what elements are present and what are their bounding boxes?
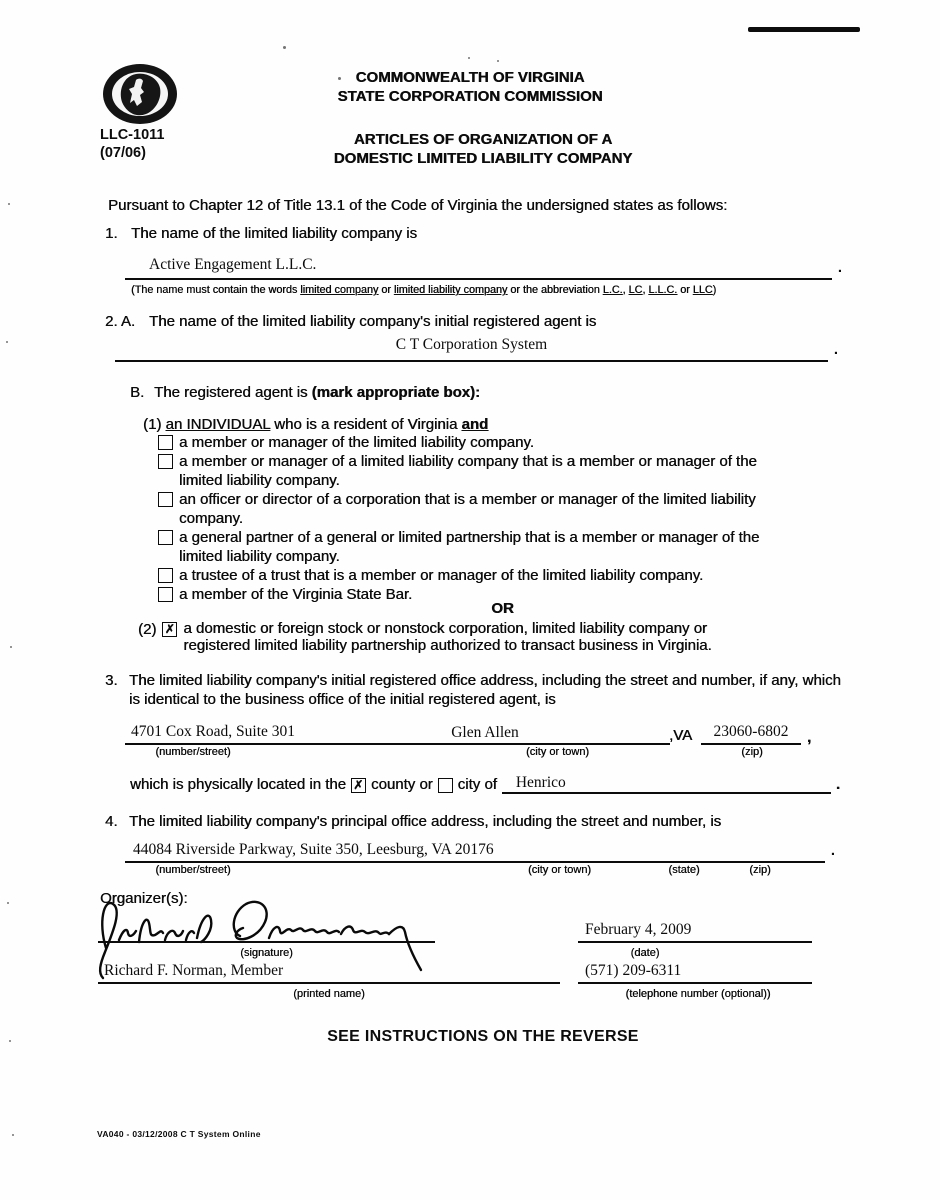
form-title: [26, 130, 940, 168]
line-end-mark: .: [835, 776, 840, 793]
agent-group1-heading: [143, 415, 488, 434]
group1-segment: who is a resident of Virginia: [269, 416, 462, 433]
scan-artifact: [7, 902, 9, 904]
company-name-note: [131, 284, 837, 297]
line-end-mark: .: [833, 341, 838, 358]
group1-segment: an INDIVIDUAL: [165, 416, 270, 433]
system-stamp: VA040 - 03/12/2008 C T System Online: [97, 1129, 261, 1139]
scan-artifact: [6, 341, 8, 343]
checkbox-label: a member of the Virginia State Bar.: [179, 586, 413, 603]
organizer-heading: Organizer(s):: [100, 890, 188, 907]
located-text-2: county or: [370, 776, 433, 793]
group1-segment: (1): [143, 416, 166, 433]
form-title-line-2: DOMESTIC LIMITED LIABILITY COMPANY: [333, 150, 633, 167]
phone-line: [578, 966, 812, 984]
note-segment: ,: [622, 284, 629, 296]
city-checkbox: [438, 778, 453, 793]
item2a-text: The name of the limited liability company's initial registered agent is: [149, 313, 597, 330]
form-title-line-1: ARTICLES OF ORGANIZATION OF A: [353, 131, 613, 148]
note-segment: L.L.C.: [648, 284, 678, 296]
state-text: ,VA: [669, 727, 693, 744]
scan-artifact: [497, 60, 499, 62]
note-segment: (The name must contain the words: [131, 284, 301, 296]
item3-text: The limited liability company's initial registered office address, including the street and number, if any, which is identical to the business office of the initial registered agent, is: [129, 672, 841, 708]
registered-agent-value: C T Corporation System: [395, 336, 548, 353]
item1-text: The name of the limited liability company is: [131, 225, 417, 242]
checkbox: [158, 492, 173, 507]
located-text-1: which is physically located in the: [130, 776, 346, 793]
checkbox-label: an officer or director of a corporation that is a member or manager of the limited liability company.: [179, 491, 756, 527]
located-row: [130, 774, 840, 794]
date-line: [578, 925, 812, 943]
item3-heading: [105, 671, 843, 709]
located-text-3: city of: [457, 776, 497, 793]
item2b-text: The registered agent is (mark appropriate box):: [154, 384, 480, 401]
agent-choice-row: [158, 566, 780, 585]
note-segment: limited company: [300, 284, 379, 296]
checkbox: [158, 568, 173, 583]
registered-office-zip-value: 23060-6802: [713, 723, 789, 740]
city-caption: (city or town): [528, 864, 591, 876]
company-name-field: [125, 256, 842, 280]
line-end-mark: .: [837, 259, 842, 276]
registered-agent-field: [115, 336, 838, 362]
registered-office-street-field: [125, 723, 670, 745]
group1-segment: and: [461, 416, 489, 433]
phone-value: (571) 209-6311: [585, 962, 682, 979]
signature-line: [98, 925, 435, 943]
checkbox-label: a general partner of a general or limited partnership that is a member or manager of the limited liability company.: [179, 529, 760, 565]
item2a-number: 2. A.: [105, 313, 136, 330]
checkbox-label: a member or manager of a limited liability company that is a member or manager of the limited liability company.: [179, 453, 757, 489]
street-caption: (number/street): [155, 746, 231, 758]
registered-office-zip-field: [701, 723, 801, 745]
agent-choice-list: [158, 433, 780, 604]
agent-choice-row: [158, 490, 780, 528]
scan-mark-bar: [748, 27, 860, 32]
checkbox: [158, 454, 173, 469]
scan-artifact: [9, 1040, 11, 1042]
item2b-number: B.: [130, 384, 145, 401]
note-segment: or: [378, 284, 394, 296]
agent-choice-row: [158, 528, 780, 566]
located-value: Henrico: [515, 774, 566, 791]
commission-line-2: STATE CORPORATION COMMISSION: [337, 88, 603, 105]
note-segment: L.C.: [602, 284, 623, 296]
note-segment: limited liability company: [393, 284, 508, 296]
printed-name-line: [98, 966, 560, 984]
commission-heading: [0, 68, 940, 106]
date-value: February 4, 2009: [585, 921, 692, 938]
note-segment: LC: [628, 284, 643, 296]
group2-label: a domestic or foreign stock or nonstock corporation, limited liability company or registered limited liability partnership authorized to transact business in Virginia.: [183, 620, 712, 654]
checkbox: [158, 435, 173, 450]
line-end-mark: .: [830, 842, 835, 859]
note-segment: or: [677, 284, 693, 296]
scan-artifact: [10, 646, 12, 648]
note-segment: ,: [642, 284, 649, 296]
item1-heading: [105, 224, 417, 243]
principal-office-field: [125, 841, 835, 863]
commission-line-1: COMMONWEALTH OF VIRGINIA: [355, 69, 585, 86]
item4-text: The limited liability company's principal office address, including the street and number, is: [129, 813, 722, 830]
group2-number: (2): [138, 621, 157, 638]
phone-caption: (telephone number (optional)): [625, 988, 771, 1000]
date-caption: (date): [630, 947, 660, 959]
printed-name-caption: (printed name): [293, 988, 365, 1000]
zip-caption: (zip): [749, 864, 771, 876]
located-value-field: [502, 774, 831, 794]
item4-number: 4.: [105, 813, 118, 830]
item1-number: 1.: [105, 225, 118, 242]
line-end-mark: ,: [807, 729, 812, 746]
mark-box-instruction: (mark appropriate box):: [311, 384, 480, 401]
scan-artifact: [283, 46, 286, 49]
principal-office-value: 44084 Riverside Parkway, Suite 350, Leesburg, VA 20176: [133, 841, 494, 858]
or-separator: OR: [491, 600, 514, 617]
item2b-heading: [130, 383, 480, 402]
form-number: LLC-1011: [100, 127, 165, 143]
item4-heading: [105, 812, 721, 831]
item2a-heading: [105, 312, 596, 331]
registered-office-street-value: 4701 Cox Road, Suite 301: [131, 723, 296, 740]
agent-choice-row: [158, 433, 780, 452]
checkbox: [158, 530, 173, 545]
registered-office-city-value: Glen Allen: [451, 724, 519, 741]
scan-artifact: [12, 1134, 14, 1136]
street-caption: (number/street): [155, 864, 231, 876]
agent-choice-row: [158, 452, 780, 490]
checkbox-checked: ✗: [162, 622, 177, 637]
company-name-value: Active Engagement L.L.C.: [149, 256, 317, 273]
checkbox-label: a member or manager of the limited liability company.: [179, 434, 534, 451]
checkbox-label: a trustee of a trust that is a member or manager of the limited liability company.: [179, 567, 704, 584]
intro-statement: Pursuant to Chapter 12 of Title 13.1 of the Code of Virginia the undersigned states as follows:: [108, 197, 728, 214]
county-checkbox: ✗: [351, 778, 366, 793]
item3-number: 3.: [105, 672, 118, 689]
printed-name-value: Richard F. Norman, Member: [104, 962, 284, 979]
instructions-note: SEE INSTRUCTIONS ON THE REVERSE: [327, 1028, 639, 1045]
city-caption: (city or town): [526, 746, 589, 758]
note-segment: LLC: [692, 284, 713, 296]
scan-artifact: [8, 203, 10, 205]
scan-artifact: [468, 57, 470, 59]
zip-caption: (zip): [741, 746, 763, 758]
signature-caption: (signature): [240, 947, 293, 959]
agent-group2: [138, 620, 775, 654]
state-caption: (state): [668, 864, 700, 876]
note-segment: ): [712, 284, 717, 296]
form-revision: (07/06): [100, 145, 146, 161]
note-segment: or the abbreviation: [507, 284, 603, 296]
